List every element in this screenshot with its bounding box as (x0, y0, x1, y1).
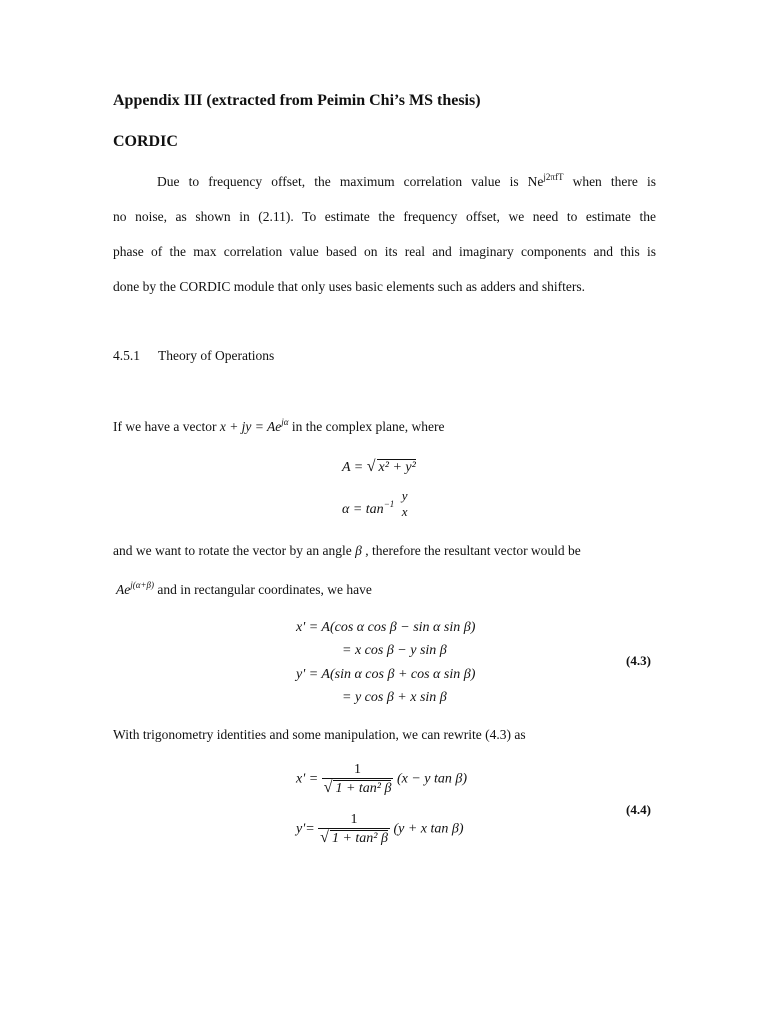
rewrite-text: With trigonometry identities and some manipulation, we can rewrite (4.3) as (113, 727, 526, 742)
equation-4-3-line-4: = y cos β + x sin β (342, 690, 447, 705)
equation-4-4-y: y'= $\frac{1}{\text{√ 1 + tan² β}}$ (y + x tan β) (296, 812, 464, 846)
rotate-text: and we want to rotate the vector by an angle β , therefore the resultant vector would be (113, 543, 581, 558)
section-title: CORDIC (113, 133, 178, 150)
subsection-number: 4.5.1 (113, 348, 140, 363)
equation-alpha: $\alpha = \tan^{-1}$ y x (342, 488, 408, 519)
rect-text: $Ae^{j(\alpha+\beta)}$ and in rectangular coordinates, we have (116, 579, 372, 597)
vector-text: If we have a vector x + jy = $Ae^{j\alpha}$ in the complex plane, where (113, 416, 445, 434)
intro-line-2: no noise, as shown in (2.11). To estimate the frequency offset, we need to estimate the (113, 209, 656, 224)
intro-line-3: phase of the max correlation value based on its real and imaginary components and this is (113, 244, 656, 259)
equation-4-3-line-3: y' = A(sin α cos β + cos α sin β) (296, 667, 476, 682)
appendix-heading: Appendix III (extracted from Peimin Chi’s MS thesis) (113, 92, 481, 109)
equation-A: A = √ x² + y² (342, 458, 416, 475)
equation-4-3-line-1: x' = A(cos α cos β − sin α sin β) (296, 620, 476, 635)
equation-4-4-label: (4.4) (626, 802, 651, 817)
equation-4-3-label: (4.3) (626, 653, 651, 668)
equation-4-3-line-2: = x cos β − y sin β (342, 643, 447, 658)
intro-line-1: Due to frequency offset, the maximum correlation value is $Ne^{j2\pi fT}$ when there is (157, 171, 656, 189)
subsection-title: Theory of Operations (158, 348, 275, 363)
intro-line-4: done by the CORDIC module that only uses basic elements such as adders and shifters. (113, 279, 586, 294)
subsection-heading (113, 348, 274, 364)
equation-4-4-x: x' = $\frac{1}{\text{√ 1 + tan² β}}$ (x − y tan β) (296, 762, 468, 796)
